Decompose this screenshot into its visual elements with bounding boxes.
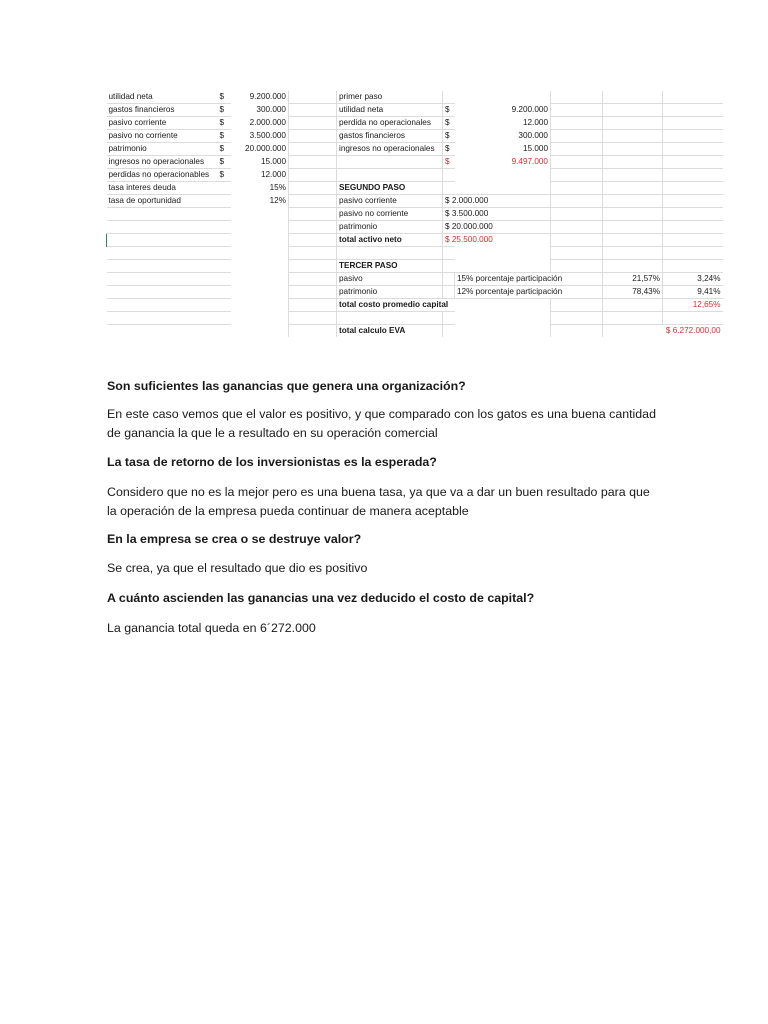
cell — [218, 260, 231, 273]
cell — [337, 247, 443, 260]
cell: pasivo corriente — [107, 117, 218, 130]
cell: 15.000 — [260, 157, 286, 166]
cell: 12.000 — [260, 170, 286, 179]
cell — [551, 208, 603, 221]
sheet-row — [107, 221, 723, 234]
cell — [107, 208, 218, 221]
cell — [443, 260, 455, 273]
cell — [218, 247, 231, 260]
cell — [551, 299, 603, 312]
cell — [443, 312, 455, 325]
cell — [218, 234, 231, 247]
cell — [289, 104, 337, 117]
cell — [218, 312, 231, 325]
sheet-row — [107, 325, 723, 338]
cell — [663, 169, 723, 182]
cell: pasivo corriente — [337, 195, 443, 208]
cell — [663, 208, 723, 221]
cell — [218, 208, 231, 221]
cell: 21,57% — [603, 273, 663, 286]
cell — [551, 91, 603, 104]
answer-line: La ganancia total queda en 6´272.000 — [107, 621, 316, 635]
cell: $ — [443, 104, 455, 117]
cell — [289, 312, 337, 325]
sheet-row — [107, 169, 723, 182]
cell — [551, 104, 603, 117]
cell: $ 2.000.000 — [443, 195, 551, 208]
cell: patrimonio — [337, 286, 443, 299]
cell: 12% — [269, 196, 286, 205]
cell — [231, 273, 289, 286]
cell — [218, 182, 231, 195]
cell: $ — [443, 143, 455, 156]
cell — [443, 273, 455, 286]
cell — [551, 143, 603, 156]
rate-value: 15% — [457, 274, 474, 283]
cell: utilidad neta — [337, 104, 443, 117]
cell: pasivo — [337, 273, 443, 286]
cell: primer paso — [337, 91, 443, 104]
cell — [107, 260, 218, 273]
cell — [603, 130, 663, 143]
cell — [663, 182, 723, 195]
question-text: Son suficientes las ganancias que genera una organización? — [107, 379, 466, 393]
cell — [289, 299, 337, 312]
cell — [663, 143, 723, 156]
cell — [455, 182, 551, 195]
cell — [603, 260, 663, 273]
spreadsheet-snapshot — [106, 91, 723, 337]
cell: pasivo no corriente — [107, 130, 218, 143]
cell — [551, 260, 603, 273]
question-1 — [107, 377, 672, 396]
cell: 3,24% — [663, 273, 723, 286]
cell — [443, 325, 455, 338]
cell — [663, 247, 723, 260]
answer-4 — [107, 619, 672, 638]
cell: 2.000.000 — [249, 118, 286, 127]
cell: perdidas no operacionables — [107, 169, 218, 182]
cell — [551, 195, 603, 208]
cell — [289, 117, 337, 130]
cell: 9.200.000 — [511, 105, 548, 114]
cell — [289, 208, 337, 221]
cell — [603, 195, 663, 208]
cell — [289, 260, 337, 273]
cell — [231, 312, 289, 325]
cell: 300.000 — [256, 105, 286, 114]
cell — [603, 312, 663, 325]
cell — [231, 221, 289, 234]
sheet-row — [107, 195, 723, 208]
cell — [289, 143, 337, 156]
cell: $ 25.500.000 — [443, 234, 551, 247]
cell — [551, 130, 603, 143]
sheet-row — [107, 299, 723, 312]
cell: 9,41% — [663, 286, 723, 299]
cell: total calculo EVA — [337, 325, 443, 338]
cell — [663, 195, 723, 208]
cell: perdida no operacionales — [337, 117, 443, 130]
cell — [107, 325, 218, 338]
sheet-row — [107, 182, 723, 195]
sheet-row — [107, 143, 723, 156]
cell — [603, 221, 663, 234]
cell — [231, 325, 289, 338]
cell: $ — [218, 156, 231, 169]
cell — [231, 286, 289, 299]
cell — [603, 104, 663, 117]
cell — [231, 260, 289, 273]
cell — [603, 234, 663, 247]
cell — [443, 247, 455, 260]
cell: $ 3.500.000 — [443, 208, 551, 221]
cell — [231, 247, 289, 260]
cell: patrimonio — [107, 143, 218, 156]
answer-line: En este caso vemos que el valor es positivo, y que comparado con los gatos es una buena cantidad — [107, 407, 656, 421]
cell: gastos financieros — [337, 130, 443, 143]
cell: total activo neto — [337, 234, 443, 247]
cell — [603, 247, 663, 260]
cell — [663, 234, 723, 247]
cell — [603, 91, 663, 104]
cell: tasa de oportunidad — [107, 195, 218, 208]
cell — [551, 169, 603, 182]
cell — [289, 286, 337, 299]
cell — [289, 91, 337, 104]
cell: gastos financieros — [107, 104, 218, 117]
cell — [289, 169, 337, 182]
cell — [289, 182, 337, 195]
cell: ingresos no operacionales — [337, 143, 443, 156]
cell: pasivo no corriente — [337, 208, 443, 221]
cell: TERCER PASO — [337, 260, 443, 273]
cell: 15% — [269, 183, 286, 192]
cell: $ — [218, 169, 231, 182]
cell — [663, 91, 723, 104]
sheet-row — [107, 130, 723, 143]
cell — [551, 117, 603, 130]
cell — [443, 286, 455, 299]
cell — [231, 299, 289, 312]
cell — [551, 325, 603, 338]
question-text: En la empresa se crea o se destruye valor? — [107, 532, 362, 546]
cell — [551, 156, 603, 169]
cell — [289, 273, 337, 286]
cell — [603, 117, 663, 130]
sheet-row — [107, 312, 723, 325]
cell: $ — [443, 130, 455, 143]
cell — [337, 169, 443, 182]
sheet-row — [107, 260, 723, 273]
cell — [231, 234, 289, 247]
cell — [603, 182, 663, 195]
cell — [551, 234, 603, 247]
sheet-row — [107, 117, 723, 130]
cell: total costo promedio capital — [337, 299, 551, 312]
cell: $ — [218, 117, 231, 130]
cell — [603, 143, 663, 156]
cell — [443, 182, 455, 195]
cell — [443, 169, 455, 182]
sheet-row — [107, 247, 723, 260]
question-4 — [107, 589, 672, 608]
cell: 9.497.000 — [511, 157, 548, 166]
cell — [663, 312, 723, 325]
cell — [551, 312, 603, 325]
cell — [455, 286, 603, 299]
answer-1 — [107, 405, 672, 443]
cell: $ — [443, 117, 455, 130]
question-text: A cuánto ascienden las ganancias una vez deducido el costo de capital? — [107, 591, 535, 605]
cell: 3.500.000 — [249, 131, 286, 140]
cell — [107, 312, 218, 325]
cell: tasa interes deuda — [107, 182, 218, 195]
cell — [455, 260, 551, 273]
question-3 — [107, 530, 672, 549]
cell — [551, 221, 603, 234]
cell — [551, 247, 603, 260]
answer-3 — [107, 559, 672, 578]
cell — [218, 221, 231, 234]
cell: $ — [218, 143, 231, 156]
cell: $ 20.000.000 — [443, 221, 551, 234]
cell — [455, 169, 551, 182]
cell: 300.000 — [518, 131, 548, 140]
cell — [107, 247, 218, 260]
cell: 12,65% — [663, 299, 723, 312]
cell — [107, 221, 218, 234]
cell — [551, 182, 603, 195]
cell — [289, 234, 337, 247]
cell: 20.000.000 — [245, 144, 286, 153]
cell — [337, 312, 443, 325]
cell: $ — [219, 92, 225, 101]
cell — [337, 156, 443, 169]
cell — [663, 156, 723, 169]
question-text: La tasa de retorno de los inversionistas es la esperada? — [107, 455, 437, 469]
sheet-row — [107, 234, 723, 247]
sheet-row — [107, 91, 723, 104]
cell: SEGUNDO PASO — [337, 182, 443, 195]
cell: utilidad neta — [108, 92, 153, 101]
cell: 12.000 — [522, 118, 548, 127]
answer-line: Considero que no es la mejor pero es una buena tasa, ya que va a dar un buen resultado para que — [107, 485, 650, 499]
cell — [218, 286, 231, 299]
sheet-row — [107, 273, 723, 286]
cell — [289, 325, 337, 338]
cell — [603, 208, 663, 221]
cell — [231, 208, 289, 221]
cell — [218, 325, 231, 338]
cell — [663, 130, 723, 143]
cell — [218, 195, 231, 208]
cell — [603, 156, 663, 169]
cell — [455, 91, 551, 104]
participation-label: porcentaje participación — [475, 287, 563, 296]
cell — [663, 117, 723, 130]
cell — [289, 221, 337, 234]
cell — [107, 273, 218, 286]
active-cell[interactable] — [107, 234, 218, 247]
answer-2 — [107, 483, 672, 521]
cell — [603, 169, 663, 182]
cell — [218, 273, 231, 286]
cell: $ — [218, 130, 231, 143]
sheet-row — [107, 208, 723, 221]
cell: 15.000 — [522, 144, 548, 153]
cell — [107, 299, 218, 312]
sheet-row — [107, 156, 723, 169]
cell — [289, 247, 337, 260]
answer-line: Se crea, ya que el resultado que dio es positivo — [107, 561, 368, 575]
cell — [455, 312, 551, 325]
answer-line: la operación de la empresa pueda continuar de manera aceptable — [107, 504, 469, 518]
cell: patrimonio — [337, 221, 443, 234]
cell — [443, 91, 455, 104]
cell — [663, 221, 723, 234]
cell: 78,43% — [603, 286, 663, 299]
cell — [663, 260, 723, 273]
rate-value: 12% — [457, 287, 474, 296]
cell: $ — [443, 156, 455, 169]
answer-line: de ganancia la que le a resultado en su operación comercial — [107, 426, 438, 440]
cell — [289, 156, 337, 169]
participation-label: porcentaje participación — [475, 274, 563, 283]
cell — [289, 195, 337, 208]
cell: $ — [218, 104, 231, 117]
cell — [455, 325, 551, 338]
cell — [455, 273, 603, 286]
cell: $ 6.272.000,00 — [603, 325, 723, 338]
sheet-row — [107, 104, 723, 117]
cell — [107, 286, 218, 299]
sheet-row — [107, 286, 723, 299]
cell: ingresos no operacionales — [107, 156, 218, 169]
cell: 9.200.000 — [249, 92, 286, 102]
cell — [663, 104, 723, 117]
cell — [455, 247, 551, 260]
cell — [603, 299, 663, 312]
question-2 — [107, 453, 672, 472]
cell — [289, 130, 337, 143]
cell — [218, 299, 231, 312]
